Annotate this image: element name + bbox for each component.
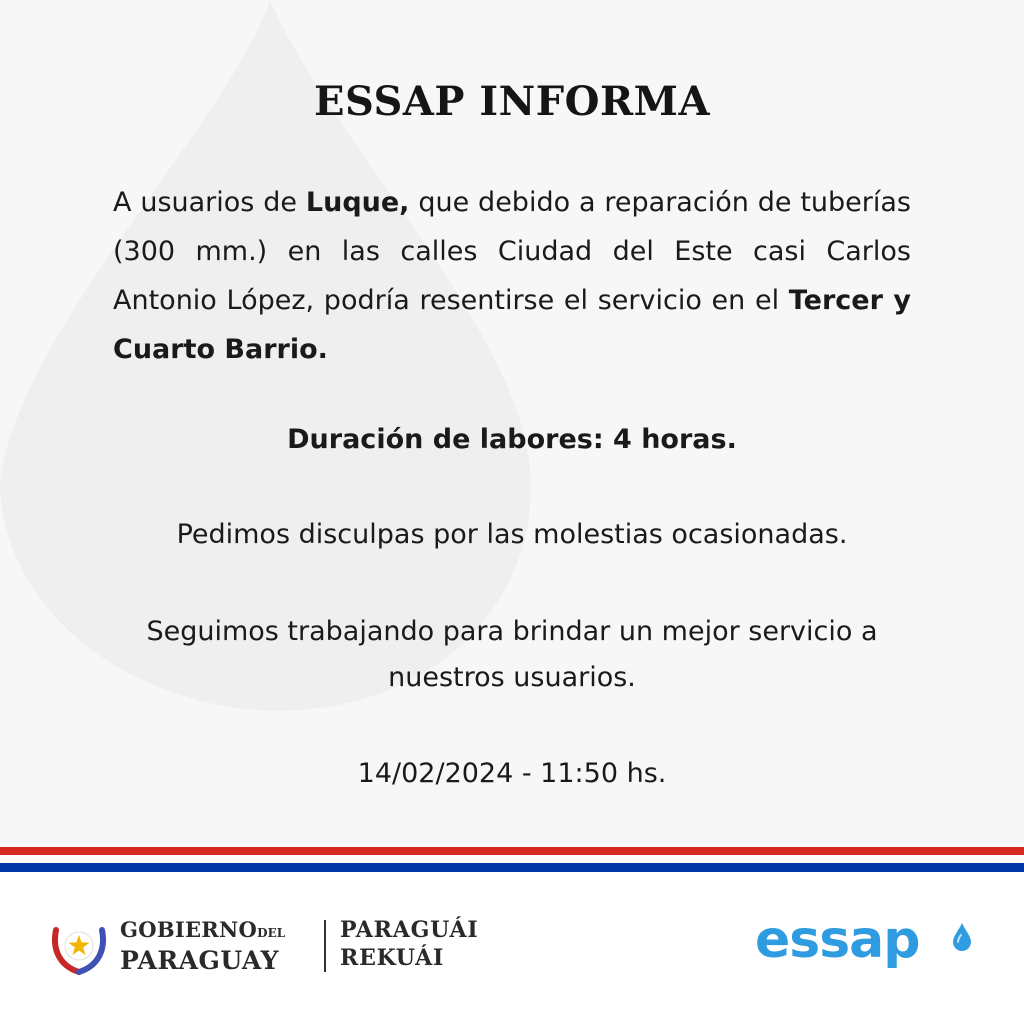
logo-divider <box>324 920 326 972</box>
notice-title: ESSAP INFORMA <box>314 78 710 125</box>
datetime-text: 14/02/2024 - 11:50 hs. <box>357 758 667 789</box>
flag-stripe-red <box>0 847 1024 855</box>
notice-text-body: que debido a reparación de tuberías (300 mm.) en las calles Ciudad del Este casi Carlos Antonio López, podría resentirse el servicio en el <box>113 187 911 316</box>
government-logo <box>48 914 488 976</box>
water-drop-icon <box>951 922 973 952</box>
flag-stripe-white <box>0 855 1024 863</box>
flag-stripe-blue <box>0 863 1024 872</box>
government-slogan <box>340 916 500 972</box>
essap-logo <box>755 910 980 978</box>
duration-text: Duración de labores: 4 horas. <box>287 424 737 455</box>
closing-text: Seguimos trabajando para brindar un mejor servicio a nuestros usuarios. <box>146 616 878 693</box>
notice-paragraph <box>113 178 911 374</box>
essap-wordmark: essap <box>755 910 920 970</box>
slogan-line2: REKUÁI <box>340 945 445 971</box>
notice-text-intro: A usuarios de <box>113 187 306 218</box>
national-seal-icon <box>48 916 110 976</box>
notice-city: Luque, <box>305 187 410 218</box>
apology-text: Pedimos disculpas por las molestias ocasionadas. <box>176 519 848 550</box>
gov-line2: PARAGUAY <box>120 946 279 975</box>
slogan-line1: PARAGUÁI <box>340 917 479 943</box>
gov-del: DEL <box>257 926 286 940</box>
government-name <box>120 916 320 975</box>
gov-line1: GOBIERNO <box>120 917 258 942</box>
notice-neighborhoods: Tercer y Cuarto Barrio. <box>113 285 912 365</box>
